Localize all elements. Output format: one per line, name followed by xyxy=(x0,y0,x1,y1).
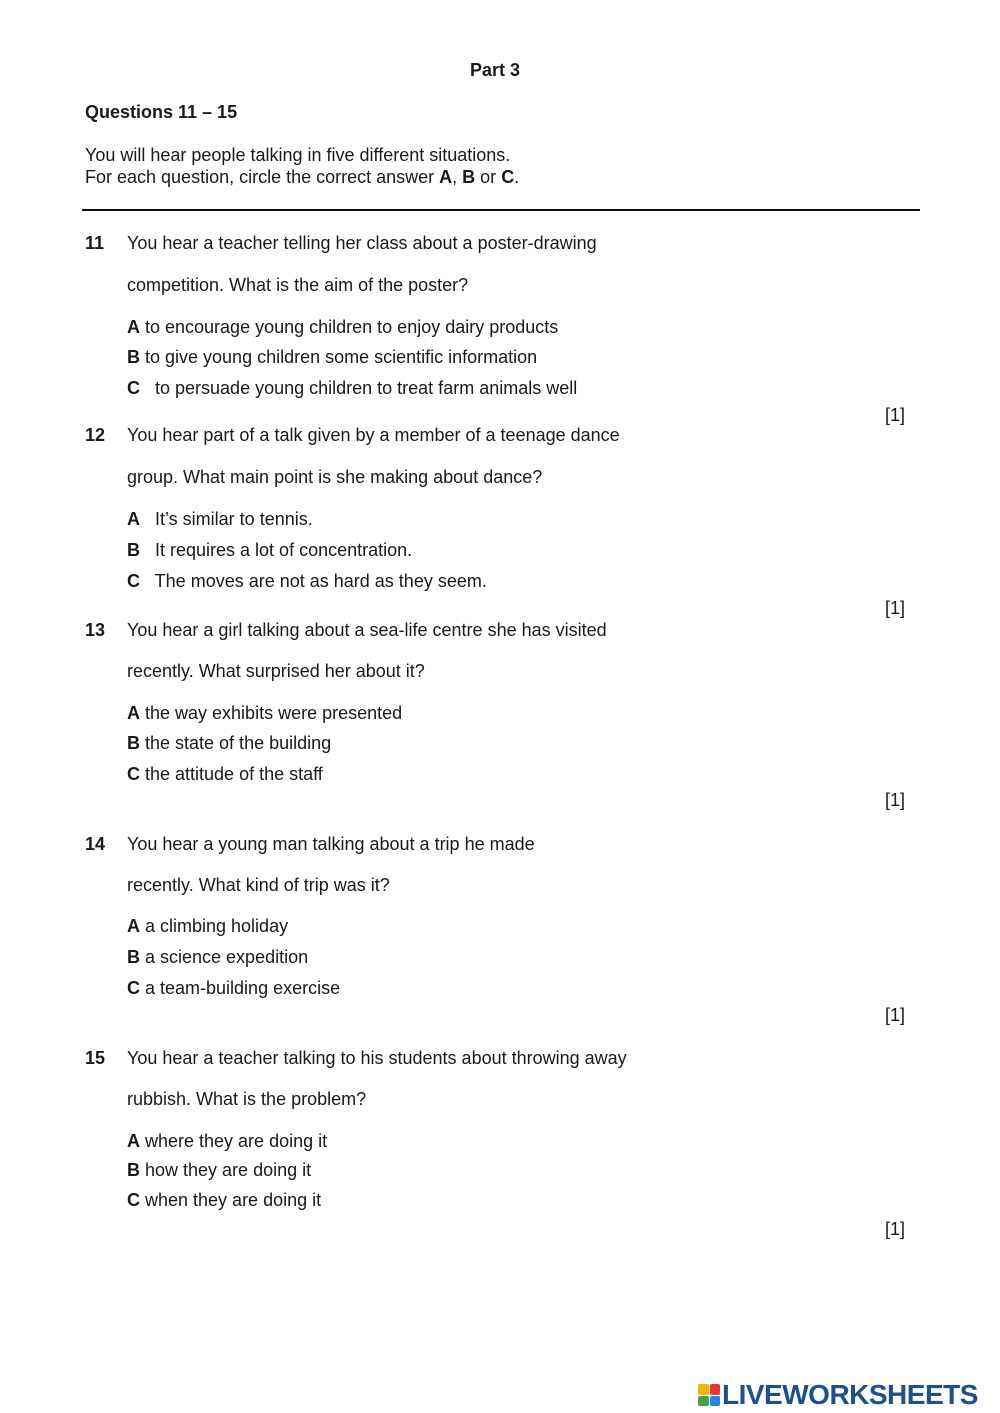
logo-tile xyxy=(710,1396,721,1407)
option-letter: B xyxy=(127,733,140,753)
divider-rule xyxy=(82,209,920,211)
instructions-line-1: You will hear people talking in five different situations. xyxy=(85,145,511,165)
option-letter: A xyxy=(127,509,140,529)
answer-option[interactable] xyxy=(127,947,308,968)
logo-tile xyxy=(698,1384,709,1395)
option-text: to give young children some scientific information xyxy=(140,347,538,367)
mark-value: [1] xyxy=(885,598,906,618)
question-stem: You hear part of a talk given by a member of a teenage dance xyxy=(127,425,620,445)
question-stem: group. What main point is she making about dance? xyxy=(127,467,543,487)
option-text: to encourage young children to enjoy dairy products xyxy=(140,317,559,337)
option-text: the state of the building xyxy=(140,733,332,753)
question-stem: You hear a young man talking about a trip he made xyxy=(127,834,535,854)
questions-range-heading: Questions 11 – 15 xyxy=(85,102,238,122)
logo-tile xyxy=(710,1384,721,1395)
option-text: The moves are not as hard as they seem. xyxy=(140,571,487,591)
question-stem: rubbish. What is the problem? xyxy=(127,1089,367,1109)
mark-value: [1] xyxy=(885,1005,906,1025)
option-text: a science expedition xyxy=(140,947,309,967)
instructions-sep: or xyxy=(475,167,502,187)
question-number: 12 xyxy=(85,425,106,445)
answer-option[interactable] xyxy=(127,1190,321,1211)
option-letter: C xyxy=(127,1190,140,1210)
answer-option[interactable] xyxy=(127,916,288,937)
option-letter: C xyxy=(127,571,140,591)
liveworksheets-logo-icon xyxy=(698,1384,720,1406)
liveworksheets-logo[interactable] xyxy=(698,1380,978,1410)
answer-option[interactable] xyxy=(127,378,577,399)
instructions-line-2 xyxy=(85,167,519,188)
instructions-letter-b: B xyxy=(462,167,476,187)
option-text: how they are doing it xyxy=(140,1160,312,1180)
option-text: It requires a lot of concentration. xyxy=(140,540,413,560)
question-number: 14 xyxy=(85,834,106,854)
liveworksheets-logo-text: LIVEWORKSHEETS xyxy=(722,1379,978,1410)
question-stem: competition. What is the aim of the poster? xyxy=(127,275,469,295)
option-text: a team-building exercise xyxy=(140,978,341,998)
answer-option[interactable] xyxy=(127,509,313,530)
answer-option[interactable] xyxy=(127,733,331,754)
option-text: where they are doing it xyxy=(140,1131,328,1151)
answer-option[interactable] xyxy=(127,764,323,785)
option-text: It’s similar to tennis. xyxy=(140,509,313,529)
option-letter: B xyxy=(127,540,140,560)
question-stem: You hear a girl talking about a sea-life centre she has visited xyxy=(127,620,607,640)
option-letter: A xyxy=(127,1131,140,1151)
answer-option[interactable] xyxy=(127,347,537,368)
option-letter: C xyxy=(127,978,140,998)
question-stem: recently. What kind of trip was it? xyxy=(127,875,390,895)
mark-value: [1] xyxy=(885,405,906,425)
option-letter: A xyxy=(127,317,140,337)
mark-value: [1] xyxy=(885,790,906,810)
option-text: to persuade young children to treat farm animals well xyxy=(140,378,578,398)
instructions-letter-c: C xyxy=(501,167,515,187)
question-number: 13 xyxy=(85,620,106,640)
instructions-end: . xyxy=(514,167,520,187)
option-letter: B xyxy=(127,947,140,967)
instructions-text: For each question, circle the correct answer xyxy=(85,167,440,187)
answer-option[interactable] xyxy=(127,1131,327,1152)
question-stem: You hear a teacher telling her class about a poster-drawing xyxy=(127,233,597,253)
option-text: the way exhibits were presented xyxy=(140,703,403,723)
option-text: the attitude of the staff xyxy=(140,764,323,784)
instructions-letter-a: A xyxy=(439,167,453,187)
answer-option[interactable] xyxy=(127,540,412,561)
option-letter: A xyxy=(127,916,140,936)
option-letter: C xyxy=(127,764,140,784)
option-text: when they are doing it xyxy=(140,1190,322,1210)
part-title: Part 3 xyxy=(469,60,521,80)
option-letter: B xyxy=(127,1160,140,1180)
option-letter: C xyxy=(127,378,140,398)
question-number: 15 xyxy=(85,1048,106,1068)
answer-option[interactable] xyxy=(127,978,340,999)
option-letter: A xyxy=(127,703,140,723)
answer-option[interactable] xyxy=(127,1160,311,1181)
answer-option[interactable] xyxy=(127,571,487,592)
question-number: 11 xyxy=(85,233,105,253)
logo-tile xyxy=(698,1396,709,1407)
answer-option[interactable] xyxy=(127,703,402,724)
question-stem: recently. What surprised her about it? xyxy=(127,661,425,681)
option-letter: B xyxy=(127,347,140,367)
mark-value: [1] xyxy=(885,1219,906,1239)
answer-option[interactable] xyxy=(127,317,558,338)
instructions-sep: , xyxy=(452,167,463,187)
question-stem: You hear a teacher talking to his students about throwing away xyxy=(127,1048,627,1068)
option-text: a climbing holiday xyxy=(140,916,289,936)
